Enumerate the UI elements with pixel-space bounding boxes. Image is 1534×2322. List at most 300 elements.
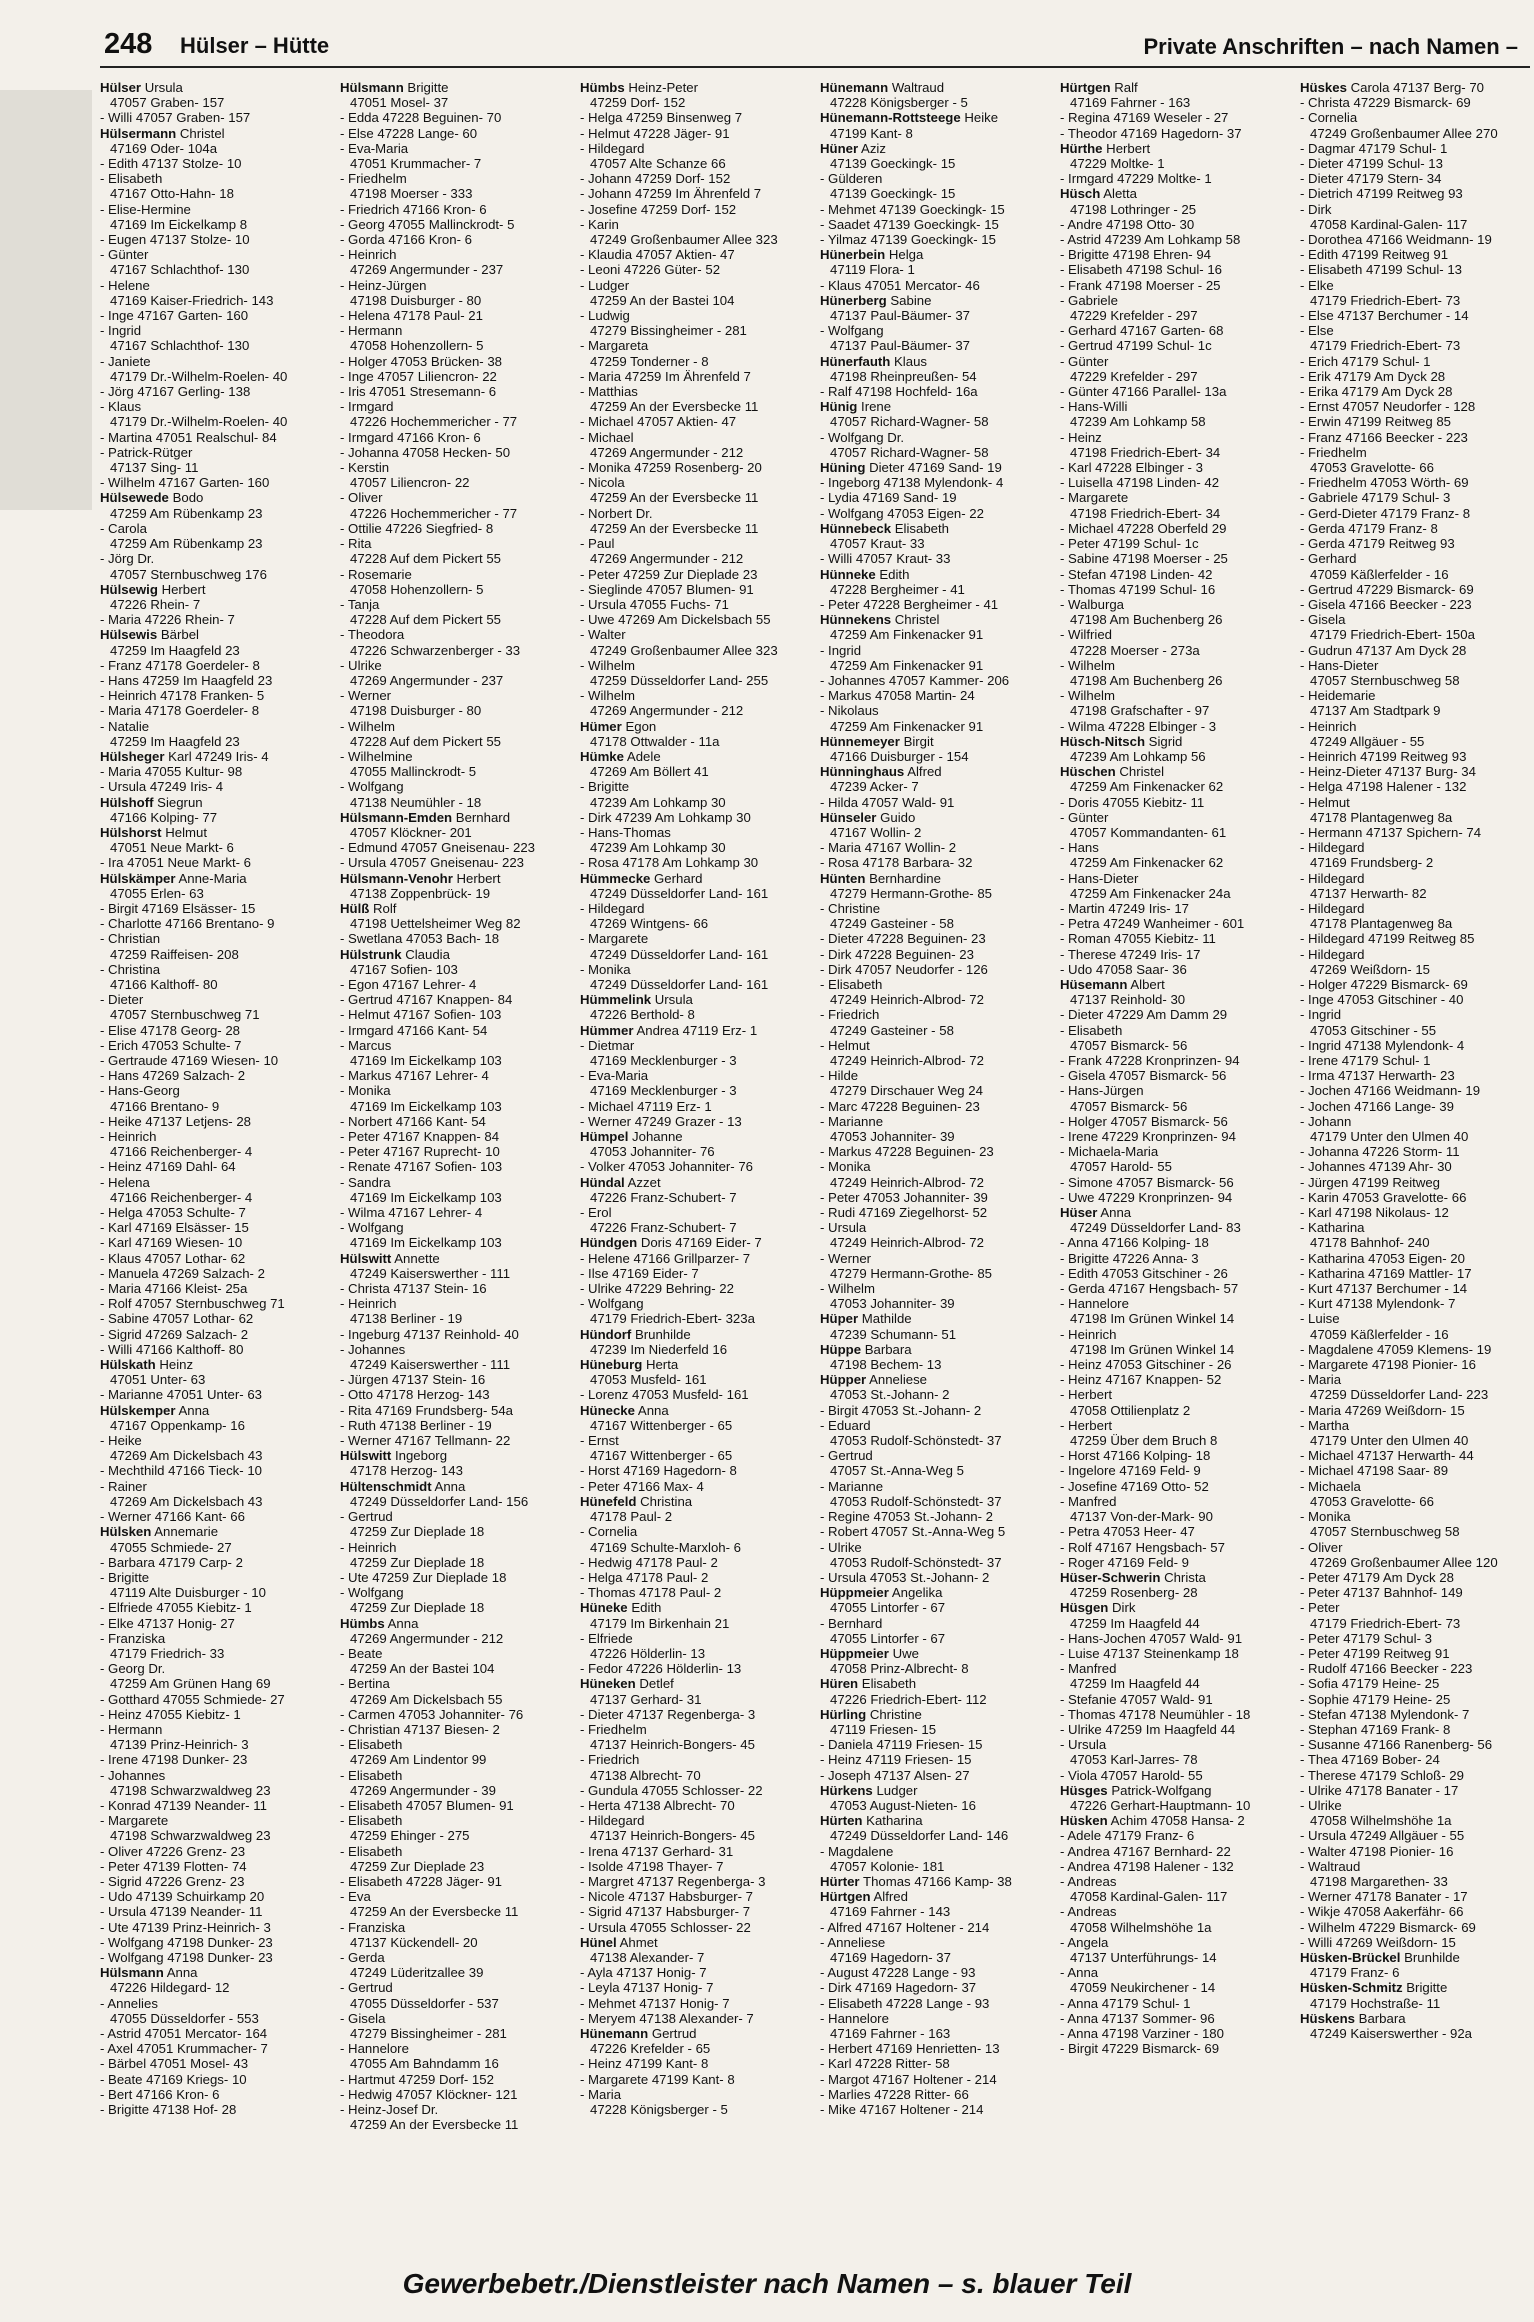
entry-address: 47279 Dirschauer Weg 24 (830, 1083, 983, 1099)
entry-text: Herta (645, 1357, 679, 1373)
directory-entry (580, 414, 810, 429)
entry-text: - Markus 47058 Martin- 24 (820, 688, 975, 704)
directory-entry (340, 810, 570, 825)
entry-address: 47166 Reichenberger- 4 (110, 1144, 253, 1160)
directory-entry (820, 1114, 1050, 1129)
directory-entry (820, 612, 1050, 627)
directory-entry (580, 1175, 810, 1190)
directory-entry (1300, 384, 1530, 399)
entry-text: - Sigrid 47137 Habsburger- 7 (580, 1904, 751, 1920)
entry-text: Johanne (632, 1129, 683, 1145)
entry-text: - Renate 47167 Sofien- 103 (340, 1159, 503, 1175)
directory-entry (340, 1296, 570, 1311)
directory-entry (1060, 1479, 1290, 1494)
directory-entry (1060, 1646, 1290, 1661)
entry-text: - Dieter (100, 992, 144, 1008)
surname: Hürkens (820, 1782, 873, 1798)
entry-text: - Manfred (1060, 1493, 1117, 1509)
entry-text: - Hildegard (580, 140, 645, 156)
entry-text: - Elisabeth 47228 Jäger- 91 (340, 1873, 503, 1889)
directory-entry (1300, 399, 1530, 414)
directory-entry (340, 1616, 570, 1631)
entry-address: 47058 Wilhelmshöhe 1a (1310, 1813, 1452, 1829)
entry-address: 47138 Berliner - 19 (350, 1311, 463, 1327)
entry-text: - Michael 47057 Aktien- 47 (580, 414, 737, 430)
entry-text: - Irmgard 47166 Kant- 54 (340, 1022, 488, 1038)
entry-address: 47269 Angermunder - 237 (350, 672, 504, 688)
directory-entry (340, 1646, 570, 1661)
directory-entry (100, 658, 330, 673)
surname: Hüsges (1060, 1782, 1108, 1798)
entry-address: 47269 Angermunder - 212 (350, 1630, 504, 1646)
entry-address: 47167 Schlachthof- 130 (110, 262, 250, 278)
entry-address: 47259 Im Haagfeld 23 (110, 733, 240, 749)
entry-text: - Otto 47178 Herzog- 143 (340, 1387, 490, 1403)
entry-text: - Erwin 47199 Reitweg 85 (1300, 414, 1452, 430)
entry-address: 47269 Am Dickelsbach 43 (110, 1448, 263, 1464)
directory-entry (340, 2102, 570, 2117)
entry-text: Heike (964, 110, 999, 126)
entry-address: 47198 Duisburger - 80 (350, 703, 482, 719)
entry-text: Bärbel (160, 627, 199, 643)
entry-text: - Günter (1060, 809, 1109, 825)
surname: Hüsken-Schmitz (1300, 1980, 1403, 1996)
directory-entry (1060, 582, 1290, 597)
directory-entry (100, 1965, 330, 1980)
entry-text: - Wolfgang (340, 1220, 404, 1236)
directory-entry (820, 1844, 1050, 1859)
directory-entry (100, 764, 330, 779)
directory-entry (100, 445, 330, 460)
directory-entry (340, 1813, 570, 1828)
entry-address: 47169 Im Eickelkamp 103 (350, 1189, 502, 1205)
entry-address: 47259 Düsseldorfer Land- 255 (590, 672, 769, 688)
surname: Hülshorst (100, 824, 162, 840)
directory-entry (820, 1996, 1050, 2011)
entry-text: - Helmut (820, 1037, 870, 1053)
entry-text: Anne-Maria (178, 870, 247, 886)
directory-entry (580, 1783, 810, 1798)
entry-text: - Anneliese (820, 1934, 886, 1950)
directory-entry (1060, 688, 1290, 703)
directory-entry (580, 1251, 810, 1266)
directory-entry (340, 1433, 570, 1448)
directory-entry (1060, 1357, 1290, 1372)
directory-entry (1060, 1828, 1290, 1843)
directory-entry (1300, 551, 1530, 566)
directory-entry (580, 369, 810, 384)
entry-address: 47249 Kaiserswerther - 111 (350, 1357, 511, 1373)
entry-address: 47269 Großenbaumer Allee 120 (1310, 1554, 1498, 1570)
entry-text: - Johannes (340, 1341, 406, 1357)
entry-text: - Peter (1300, 1600, 1340, 1616)
entry-text: - Friedhelm (1300, 444, 1367, 460)
entry-text: - Uwe 47269 Am Dickelsbach 55 (580, 612, 771, 628)
entry-text: - Viola 47057 Harold- 55 (1060, 1767, 1203, 1783)
directory-entry (820, 962, 1050, 977)
directory-entry (100, 323, 330, 338)
entry-address: 47259 Am Finkenacker 91 (830, 627, 984, 643)
entry-text: - Margot 47167 Holtener - 214 (820, 2071, 997, 2087)
entry-text: - Monika (340, 1083, 391, 1099)
directory-entry (100, 1479, 330, 1494)
directory-entry (1060, 1281, 1290, 1296)
directory-entry (100, 1023, 330, 1038)
entry-text: - Karin (580, 216, 619, 232)
directory-entry (580, 1722, 810, 1737)
entry-text: - Katharina 47169 Mattler- 17 (1300, 1265, 1472, 1281)
directory-entry (820, 673, 1050, 688)
directory-entry (100, 1175, 330, 1190)
directory-entry (580, 186, 810, 201)
entry-text: - Wilhelm (1060, 688, 1115, 704)
entry-text: - Hannelore (1060, 1296, 1129, 1312)
entry-address: 47259 Am Rübenkamp 23 (110, 505, 263, 521)
entry-address: 47137 Am Stadtpark 9 (1310, 703, 1441, 719)
directory-entry (100, 1220, 330, 1235)
entry-text: - Klaus 47057 Lothar- 62 (100, 1250, 246, 1266)
entry-text: - Margarete 47198 Pionier- 16 (1300, 1357, 1476, 1373)
directory-entry (1060, 1327, 1290, 1342)
directory-entry (1300, 1752, 1530, 1767)
entry-text: - Horst 47169 Hagedorn- 8 (580, 1463, 737, 1479)
entry-address: 47057 St.-Anna-Weg 5 (830, 1463, 964, 1479)
entry-address: 47228 Königsberger - 5 (830, 95, 968, 111)
entry-text: Edith (631, 1600, 662, 1616)
entry-address: 47269 Angermunder - 212 (590, 703, 744, 719)
entry-address: 47249 Heinrich-Albrod- 72 (830, 1174, 984, 1190)
entry-text: - Leyla 47137 Honig- 7 (580, 1980, 714, 1996)
entry-text: - Walter 47198 Pionier- 16 (1300, 1843, 1454, 1859)
entry-text: - Margret 47137 Regenberga- 3 (580, 1873, 766, 1889)
directory-entry (1300, 1828, 1530, 1843)
directory-entry (100, 795, 330, 810)
entry-text: Anna (387, 1615, 419, 1631)
thumb-index-tab (0, 90, 92, 510)
directory-entry (340, 308, 570, 323)
entry-text: - Anna 47179 Schul- 1 (1060, 1995, 1191, 2011)
entry-address: 47138 Neumühler - 18 (350, 794, 482, 810)
directory-entry (580, 779, 810, 794)
entry-address: 47137 Paul-Bäumer- 37 (830, 338, 971, 354)
entry-text: - Klaus 47051 Mercator- 46 (820, 277, 980, 293)
entry-text: - Mehmet 47139 Goeckingk- 15 (820, 201, 1005, 217)
directory-entry (1300, 1403, 1530, 1418)
directory-entry (340, 2072, 570, 2087)
entry-text: - Jürgen 47199 Reitweg (1300, 1174, 1441, 1190)
entry-text: - Else 47137 Berchumer - 14 (1300, 308, 1469, 324)
entry-text: - Gundula 47055 Schlosser- 22 (580, 1782, 763, 1798)
entry-address: 47119 Friesen- 15 (830, 1721, 937, 1737)
entry-text: - Irene 47198 Dunker- 23 (100, 1752, 248, 1768)
directory-entry (820, 2041, 1050, 2056)
directory-entry (580, 384, 810, 399)
entry-text: Gertrud (651, 2026, 697, 2041)
entry-text: - Brigitte (580, 779, 630, 795)
entry-text: Barbara (864, 1341, 912, 1357)
entry-text: - Sigrid 47269 Salzach- 2 (100, 1326, 249, 1342)
surname: Hülshoff (100, 794, 154, 810)
entry-text: - Herta 47138 Albrecht- 70 (580, 1797, 735, 1813)
surname: Hülsewis (100, 627, 158, 643)
directory-entry (820, 1007, 1050, 1022)
directory-entry (1300, 1038, 1530, 1053)
directory-entry (340, 1007, 570, 1022)
directory-entry (820, 1889, 1050, 1904)
entry-text: - Ulrike 47178 Banater - 17 (1300, 1782, 1459, 1798)
directory-entry (1300, 1980, 1530, 1995)
entry-text: - Gertrud (340, 1509, 393, 1525)
entry-address: 47138 Albrecht- 70 (590, 1767, 701, 1783)
directory-entry (100, 1159, 330, 1174)
entry-text: - Cornelia (1300, 110, 1358, 126)
entry-text: - Oliver (1300, 1539, 1343, 1555)
entry-text: - Elisabeth (820, 976, 883, 992)
directory-entry (1300, 1707, 1530, 1722)
directory-entry (1300, 80, 1530, 95)
directory-entry (340, 1798, 570, 1813)
entry-text: - Dirk 47228 Beguinen- 23 (820, 946, 974, 962)
directory-entry (340, 1023, 570, 1038)
entry-text: - Ute 47259 Zur Dieplade 18 (340, 1569, 507, 1585)
directory-entry (820, 1205, 1050, 1220)
directory-entry (580, 1874, 810, 1889)
entry-text: Klaus (894, 353, 928, 369)
directory-entry (1060, 1083, 1290, 1098)
directory-entry (580, 2026, 810, 2041)
directory-entry (1060, 734, 1290, 749)
entry-text: Anna (1100, 1205, 1132, 1221)
surname: Hünninghaus (820, 764, 905, 780)
directory-entry (1300, 779, 1530, 794)
entry-text: Anneliese (869, 1372, 928, 1388)
directory-entry (820, 490, 1050, 505)
directory-entry (1300, 1631, 1530, 1646)
entry-text: - Ruth 47138 Berliner - 19 (340, 1417, 492, 1433)
entry-text: - Matthias (580, 384, 638, 400)
directory-entry (820, 1220, 1050, 1235)
directory-entry (820, 521, 1050, 536)
directory-entry (820, 1068, 1050, 1083)
entry-text: - Karl 47169 Elsässer- 15 (100, 1220, 249, 1236)
surname: Hüneken (580, 1676, 636, 1692)
surname: Hündal (580, 1174, 625, 1190)
directory-entry (100, 871, 330, 886)
entry-address: 47053 Johanniter- 39 (830, 1129, 955, 1145)
directory-entry (820, 931, 1050, 946)
directory-entry (580, 1965, 810, 1980)
directory-entry (820, 1707, 1050, 1722)
directory-entry (580, 1266, 810, 1281)
entry-text: - Heinrich (1060, 1326, 1117, 1342)
directory-entry (100, 1235, 330, 1250)
directory-entry (1300, 1570, 1530, 1585)
directory-entry (820, 1159, 1050, 1174)
entry-text: Elisabeth (894, 520, 950, 536)
directory-entry (580, 1387, 810, 1402)
entry-address: 47198 Rheinpreußen- 54 (830, 368, 977, 384)
directory-entry (100, 825, 330, 840)
directory-entry (100, 1600, 330, 1615)
directory-entry (1300, 1463, 1530, 1478)
surname: Hünerbein (820, 247, 886, 263)
entry-text: - Hans-Georg (100, 1083, 180, 1099)
entry-text: - Friedrich 47166 Kron- 6 (340, 201, 487, 217)
directory-entry (1060, 1661, 1290, 1676)
entry-text: - Elke 47137 Honig- 27 (100, 1615, 235, 1631)
entry-text: - Anna 47198 Varziner - 180 (1060, 2026, 1224, 2041)
entry-text: - Wikje 47058 Aakerfähr- 66 (1300, 1904, 1464, 1920)
entry-text: - Hans (1060, 840, 1099, 856)
entry-text: - Irmgard (340, 399, 394, 415)
entry-text: - Maria 47178 Goerdeler- 8 (100, 703, 260, 719)
directory-entry (100, 855, 330, 870)
entry-text: - Ingrid (100, 323, 142, 339)
directory-entry (1060, 1692, 1290, 1707)
directory-entry (100, 1555, 330, 1570)
entry-text: Dirk (1112, 1600, 1136, 1616)
directory-entry (1060, 810, 1290, 825)
entry-text: - Else 47228 Lange- 60 (340, 125, 478, 141)
entry-address: 47228 Auf dem Pickert 55 (350, 551, 502, 567)
directory-entry (1300, 1418, 1530, 1433)
entry-text: - Volker 47053 Johanniter- 76 (580, 1159, 754, 1175)
directory-entry (340, 2041, 570, 2056)
surname: Hürten (820, 1813, 863, 1829)
entry-text: - Therese 47249 Iris- 17 (1060, 946, 1201, 962)
entry-text: Albert (1130, 976, 1165, 992)
entry-address: 47269 Am Böllert 41 (590, 764, 709, 780)
entry-address: 47279 Bissingheimer - 281 (350, 2026, 507, 2041)
entry-address: 47169 Im Eickelkamp 103 (350, 1235, 502, 1251)
entry-text: Achim 47058 Hansa- 2 (1110, 1813, 1245, 1829)
directory-entry (1060, 2026, 1290, 2041)
entry-text: - Michael (580, 429, 634, 445)
entry-address: 47259 Am Rübenkamp 23 (110, 536, 263, 552)
directory-entry (820, 1676, 1050, 1691)
entry-text: - Franz 47166 Beecker - 223 (1300, 429, 1468, 445)
directory-entry (1060, 1813, 1290, 1828)
entry-text: Alfred (907, 764, 942, 780)
entry-text: - Gertrud (820, 1448, 873, 1464)
directory-entry (100, 1570, 330, 1585)
surname: Hülsken (100, 1524, 152, 1540)
entry-text: Mathilde (861, 1311, 912, 1327)
entry-text: Christine (869, 1706, 922, 1722)
entry-text: Ralf (1114, 80, 1138, 95)
page-footer: Gewerbebetr./Dienstleister nach Namen – s. blauer Teil (402, 2268, 1132, 2299)
entry-text: - Angela (1060, 1934, 1109, 1950)
entry-address: 47228 Königsberger - 5 (590, 2102, 728, 2118)
directory-entry (1060, 795, 1290, 810)
entry-text: Guido (880, 809, 916, 825)
directory-entry (1060, 1844, 1290, 1859)
directory-entry (100, 1692, 330, 1707)
entry-text: - Andrea 47167 Bernhard- 22 (1060, 1843, 1231, 1859)
entry-text: - Ludwig (580, 308, 630, 324)
directory-entry (100, 703, 330, 718)
entry-text: - Gülderen (820, 171, 883, 187)
entry-address: 47259 Am Finkenacker 62 (1070, 855, 1224, 871)
entry-address: 47198 Friedrich-Ebert- 34 (1070, 444, 1221, 460)
directory-entry (1300, 1768, 1530, 1783)
entry-text: Christa (1164, 1569, 1206, 1585)
entry-text: - Martina 47051 Realschul- 84 (100, 429, 277, 445)
directory-entry (580, 1479, 810, 1494)
entry-address: 47259 Zur Dieplade 18 (350, 1554, 485, 1570)
directory-entry (340, 779, 570, 794)
directory-entry (1060, 962, 1290, 977)
directory-entry (580, 1676, 810, 1691)
directory-entry (820, 764, 1050, 779)
directory-entry (1060, 1190, 1290, 1205)
entry-text: - Helga 47178 Paul- 2 (580, 1569, 709, 1585)
entry-text: Sabine (890, 292, 932, 308)
entry-address: 47249 Gasteiner - 58 (830, 1022, 954, 1038)
directory-entry (1300, 1311, 1530, 1326)
directory-entry (820, 247, 1050, 262)
entry-address: 47259 An der Eversbecke 11 (350, 2117, 519, 2133)
entry-text: - Ulrike 47259 Im Haagfeld 44 (1060, 1721, 1236, 1737)
entry-text: Brigitte (1406, 1980, 1448, 1996)
directory-entry (100, 1251, 330, 1266)
entry-address: 47137 Herwarth- 82 (1310, 885, 1427, 901)
directory-entry (100, 1342, 330, 1357)
entry-text: - Gerda 47167 Hengsbach- 57 (1060, 1281, 1239, 1297)
entry-text: - Lorenz 47053 Musfeld- 161 (580, 1387, 749, 1403)
entry-address: 47179 Friedrich-Ebert- 73 (1310, 338, 1461, 354)
entry-text: - Werner 47166 Kant- 66 (100, 1509, 245, 1525)
directory-entry (100, 1357, 330, 1372)
directory-entry (1060, 1965, 1290, 1980)
entry-address: 47178 Plantagenweg 8a (1310, 809, 1453, 825)
entry-text: - Barbara 47179 Carp- 2 (100, 1554, 243, 1570)
entry-address: 47169 Kaiser-Friedrich- 143 (110, 292, 274, 308)
surname: Hülsmann-Emden (340, 809, 453, 825)
entry-address: 47167 Sofien- 103 (350, 961, 458, 977)
directory-entry (1300, 2011, 1530, 2026)
directory-entry (1060, 1205, 1290, 1220)
entry-text: - Heinrich (340, 1296, 397, 1312)
directory-entry (820, 1935, 1050, 1950)
directory-entry (100, 2087, 330, 2102)
entry-address: 47226 Friedrich-Ebert- 112 (830, 1691, 987, 1707)
entry-text: Herbert (161, 581, 206, 597)
directory-entry (100, 202, 330, 217)
entry-address: 47179 Im Birkenhain 21 (590, 1615, 730, 1631)
entry-text: - Hans-Jochen 47057 Wald- 91 (1060, 1630, 1243, 1646)
directory-entry (820, 1646, 1050, 1661)
directory-entry (100, 688, 330, 703)
entry-text: - Daniela 47119 Friesen- 15 (820, 1737, 983, 1753)
entry-text: Brunhilde (634, 1326, 691, 1342)
directory-entry (1300, 764, 1530, 779)
entry-address: 47269 Wintgens- 66 (590, 916, 709, 932)
entry-text: - Swetlana 47053 Bach- 18 (340, 931, 500, 947)
directory-entry (340, 855, 570, 870)
entry-text: - Jochen 47166 Weidmann- 19 (1300, 1083, 1481, 1099)
entry-address: 47259 Im Haagfeld 44 (1070, 1615, 1200, 1631)
entry-text: Uwe (892, 1645, 919, 1661)
entry-text: - Ingeborg 47138 Mylendonk- 4 (820, 475, 1004, 491)
directory-entry (1300, 1251, 1530, 1266)
entry-text: - Heinz-Dieter 47137 Burg- 34 (1300, 764, 1476, 780)
directory-entry (1060, 1996, 1290, 2011)
directory-entry (820, 1190, 1050, 1205)
entry-text: - Maria (580, 2086, 622, 2102)
entry-text: - Margarete 47199 Kant- 8 (580, 2071, 735, 2087)
directory-entry (1300, 1099, 1530, 1114)
